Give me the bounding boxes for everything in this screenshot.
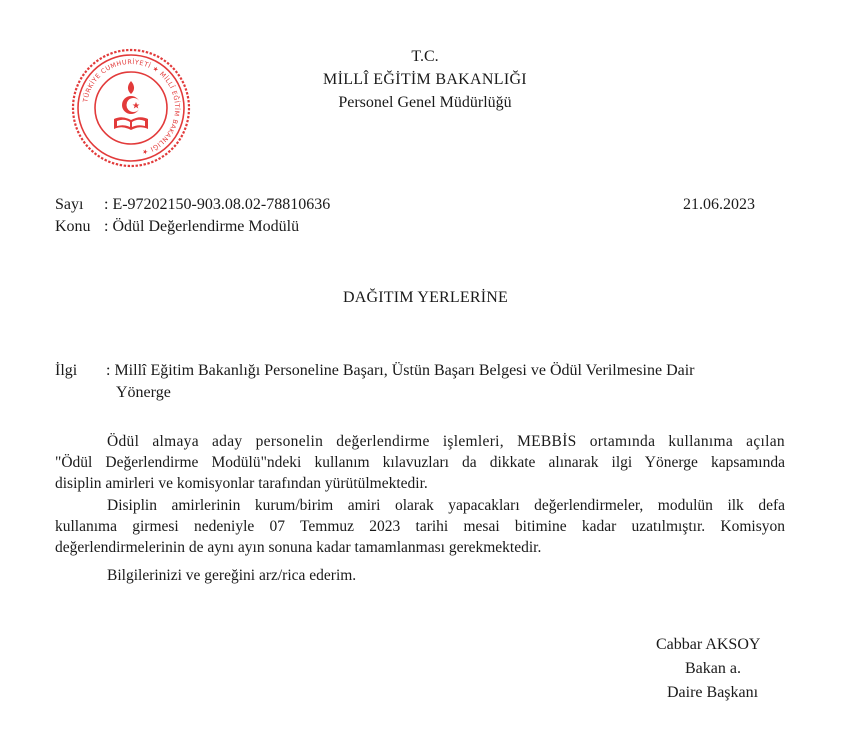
paragraph-1-line-3: disiplin amirleri ve komisyonlar tarafından yürütülmektedir. [55,475,428,492]
paragraph-2-line-3: değerlendirmelerinin de aynı ayın sonuna kadar tamamlanması gerekmektedir. [55,539,542,556]
ilgi-line-2: Yönerge [116,384,171,401]
body-paragraph-2 [55,495,785,558]
signatory-name: Cabbar AKSOY [656,636,761,653]
document-date: 21.06.2023 [683,196,755,213]
paragraph-1-line-2: "Ödül Değerlendirme Modülü"ndeki kullanım kılavuzları da dikkate alınarak ilgi Yönerge kapsamında [55,454,785,471]
recipient-heading: DAĞITIM YERLERİNE [343,289,509,306]
body-paragraph-1 [55,431,785,494]
signatory-on-behalf: Bakan a. [685,660,741,677]
konu-value: : Ödül Değerlendirme Modülü [104,218,300,235]
paragraph-2-line-2: kullanıma girmesi nedeniyle 07 Temmuz 2023 tarihi mesai bitimine kadar uzatılmıştır. Komisyon [55,518,785,535]
ministry-seal-logo [70,47,192,169]
ilgi-label: İlgi [55,362,78,379]
header-country: T.C. [411,48,439,65]
konu-label: Konu [55,218,91,235]
paragraph-1-line-1: Ödül almaya aday personelin değerlendirme işlemleri, MEBBİS ortamında kullanıma açılan [107,433,785,450]
paragraph-2-line-1: Disiplin amirlerinin kurum/birim amiri olarak yapacakları değerlendirmeler, modulün ilk defa [107,497,785,514]
signatory-title: Daire Başkanı [667,684,759,701]
header-department: Personel Genel Müdürlüğü [338,94,512,111]
header-ministry: MİLLÎ EĞİTİM BAKANLIĞI [323,71,527,88]
sayi-value: : E-97202150-903.08.02-78810636 [104,196,331,213]
svg-text:TÜRKİYE CUMHURİYETİ ★ MİLLÎ EĞ: TÜRKİYE CUMHURİYETİ ★ MİLLÎ EĞİTİM BAKANLIĞI ★ [81,57,182,157]
ilgi-line-1: : Millî Eğitim Bakanlığı Personeline Başarı, Üstün Başarı Belgesi ve Ödül Verilmesine Dair [106,362,695,379]
sayi-label: Sayı [55,196,84,213]
closing-sentence: Bilgilerinizi ve gereğini arz/rica ederim. [107,567,357,584]
